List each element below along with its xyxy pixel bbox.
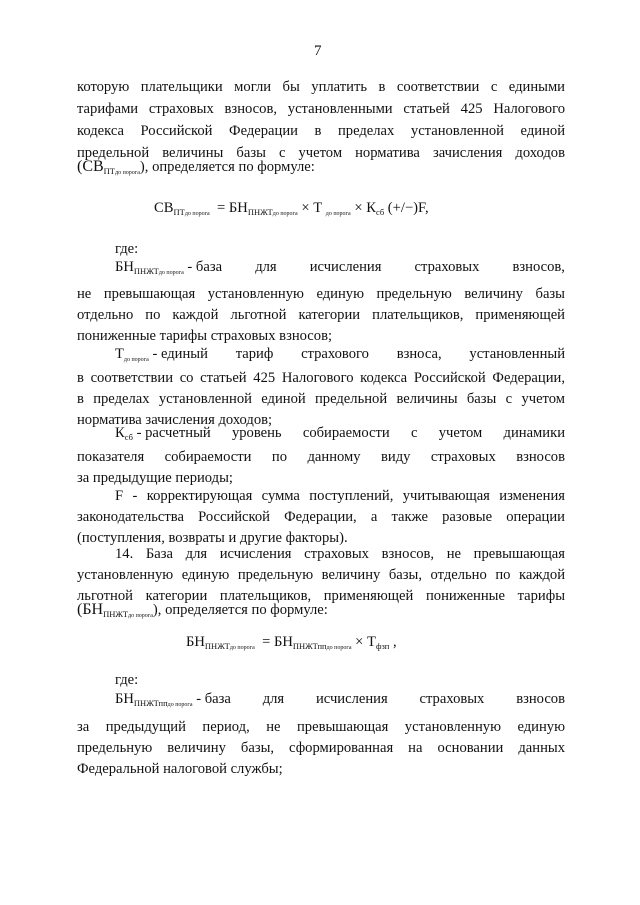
def2-last: норматива зачисления доходов;	[77, 412, 273, 428]
def3-term	[115, 424, 211, 443]
def3-word-3: с	[410, 425, 418, 441]
def2-term	[115, 345, 208, 366]
def5-line3: предельную величину базы, сформированная на основании данных	[77, 740, 565, 756]
def5-word-4: взносов	[516, 691, 565, 707]
def1-word-0: - база	[187, 259, 223, 275]
def1-head-sub: ПНЖТ	[133, 266, 159, 276]
def2-line3: в пределах установленной единой предельной величины базы с учетом	[77, 391, 565, 407]
def5-term	[115, 690, 231, 711]
def5-head: БН	[115, 691, 134, 707]
where-label-2: где:	[115, 672, 139, 688]
para14-bn: (БН	[77, 601, 104, 618]
para1-tail: ), определяется по формуле:	[139, 159, 315, 175]
def1-head-sub2: до порога	[158, 270, 184, 276]
def3-word-0: - расчетный	[136, 425, 211, 441]
f1-lhs: СВ	[154, 200, 174, 216]
para14-bn-sub2: до порога	[128, 613, 153, 619]
where-label-1: где:	[115, 241, 139, 257]
def5-last: Федеральной налоговой службы;	[77, 761, 283, 777]
f1-lhs-sub: ПТ	[173, 207, 185, 217]
def2-word-0: - единый	[152, 346, 208, 362]
para1-line3: кодекса Российской Федерации в пределах установленной единой	[77, 123, 565, 139]
def3-line2: показателя собираемости по данному виду страховых взносов	[77, 449, 565, 465]
def4-line2: законодательства Российской Федерации, а также разовые операции	[77, 509, 565, 525]
f2-eq: = БН	[262, 634, 293, 650]
def4-last: (поступления, возвраты и другие факторы).	[77, 530, 348, 546]
f1-lhs-sub2: до порога	[184, 211, 210, 217]
formula-2	[186, 634, 397, 651]
def3-word-4: учетом	[438, 425, 483, 441]
para1-cv-sub2: до порога	[115, 170, 140, 176]
f2-times-t: × Т	[355, 634, 376, 650]
def2-head: Т	[115, 346, 124, 362]
def2-first-line	[115, 345, 565, 366]
para1-line1: которую плательщики могли бы уплатить в соответствии с едиными	[77, 79, 565, 95]
f1-eq: = БН	[217, 200, 248, 216]
page-number: 7	[314, 43, 322, 59]
f1-tail: (+/−)F,	[387, 200, 429, 216]
def1-term	[115, 258, 222, 279]
def3-word-2: собираемости	[302, 425, 390, 441]
def2-line2: в соответствии со статьей 425 Налогового кодекса Российской Федерации,	[77, 370, 565, 386]
para14-tail: ), определяется по формуле:	[152, 602, 328, 618]
f2-tail: ,	[393, 634, 397, 650]
def5-word-1: для	[262, 691, 285, 707]
f1-times-k: × К	[354, 200, 376, 216]
para1-line4: предельной величины базы с учетом норматива зачисления доходов	[77, 145, 565, 161]
f1-bn-sub: ПНЖТ	[247, 207, 273, 217]
def5-word-0: - база	[196, 691, 231, 707]
def5-word-2: исчисления	[315, 691, 388, 707]
para1-line5	[77, 158, 565, 179]
f2-lhs: БН	[186, 634, 205, 650]
f2-lhs-sub: ПНЖТ	[204, 641, 230, 651]
def5-line2: за предыдущий период, не превышающая установленную единую	[77, 719, 565, 735]
def5-head-sub2: до порога	[167, 702, 193, 708]
f1-bn-sub2: до порога	[272, 211, 298, 217]
def3-word-5: динамики	[503, 425, 565, 441]
f2-rhs-sub: ПНЖТпп	[292, 641, 327, 651]
f2-rhs-sub2: до порога	[326, 645, 352, 651]
def5-word-3: страховых	[419, 691, 485, 707]
para14-bn-sub: ПНЖТ	[103, 609, 129, 619]
def1-line3: отдельно по каждой льготной категории плательщиков, применяющей	[77, 307, 565, 323]
def1-word-1: для	[255, 259, 277, 275]
def3-head: К	[115, 425, 125, 441]
def2-word-2: страхового	[301, 346, 369, 362]
def4-first: F - корректирующая сумма поступлений, учитывающая изменения	[115, 488, 565, 504]
def1-first-line	[115, 258, 565, 279]
def2-head-sub2: до порога	[123, 357, 149, 363]
def3-last: за предыдущие периоды;	[77, 470, 233, 486]
f2-t-sub: фзп	[375, 641, 390, 651]
def1-word-4: взносов,	[512, 259, 565, 275]
para1-line2: тарифами страховых взносов, установленными статьей 425 Налогового	[77, 101, 565, 117]
def1-word-3: страховых	[414, 259, 480, 275]
f1-k-sub: сб	[375, 207, 385, 217]
def5-first-line	[115, 690, 565, 711]
f2-lhs-sub2: до порога	[229, 645, 255, 651]
para14-line3: льготной категории плательщиков, применяющей пониженные тарифы	[77, 588, 565, 604]
para14-first: 14. База для исчисления страховых взносов, не превышающая	[115, 546, 565, 562]
def3-word-1: уровень	[231, 425, 282, 441]
def5-head-sub: ПНЖТпп	[133, 698, 168, 708]
def1-head: БН	[115, 259, 134, 275]
f1-t-sub2: до порога	[325, 211, 351, 217]
def1-word-2: исчисления	[309, 259, 382, 275]
def2-word-1: тариф	[235, 346, 274, 362]
para1-cv: (СВ	[77, 158, 104, 175]
def2-word-4: установленный	[469, 346, 565, 362]
def3-first-line	[115, 424, 565, 443]
para1-cv-sub: ПТ	[103, 166, 116, 176]
def3-head-sub: сб	[124, 432, 133, 442]
formula-1	[154, 200, 429, 217]
def1-line2: не превышающая установленную единую предельную величину базы	[77, 286, 565, 302]
para14-line2: установленную единую предельную величину базы, отдельно по каждой	[77, 567, 565, 583]
def1-last: пониженные тарифы страховых взносов;	[77, 328, 333, 344]
f1-times-t: × Т	[301, 200, 323, 216]
def2-word-3: взноса,	[396, 346, 442, 362]
para14-last	[77, 601, 565, 622]
